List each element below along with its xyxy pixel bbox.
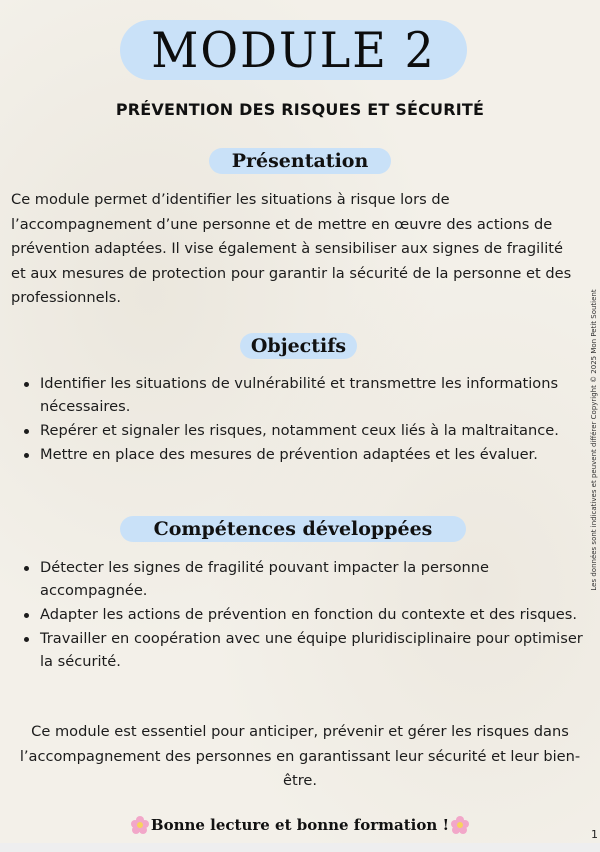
list-item: Travailler en coopération avec une équipe pluridisciplinaire pour optimiser la sécurité. [18,627,583,673]
cherry-blossom-icon [451,816,469,834]
presentation-heading: Présentation [231,149,369,172]
competences-heading-pill [120,516,466,542]
objectifs-list [18,372,583,467]
signoff [0,816,600,834]
list-item: Adapter les actions de prévention en fonction du contexte et des risques. [18,603,583,626]
objectifs-heading-pill [240,333,357,359]
copyright-notice: Les données sont indicatives et peuvent différer Copyright © 2025 Mon Petit Soutient [590,289,598,591]
competences-list [18,556,583,674]
closing-text: Ce module est essentiel pour anticiper, prévenir et gérer les risques dans l’accompagnement des personnes en garantissant leur sécurité et leur bien-être. [19,723,581,789]
presentation-text: Ce module permet d’identifier les situations à risque lors de l’accompagnement d’une personne et de mettre en œuvre des actions de prévention adaptées. Il vise également à sensibiliser aux signes de fragilité et aux mesures de protection pour garantir la sécurité de la personne et des professionnels. [11,191,572,306]
objectifs-heading: Objectifs [250,334,347,357]
module-subtitle: PRÉVENTION DES RISQUES ET SÉCURITÉ [115,100,485,119]
list-item: Repérer et signaler les risques, notamment ceux liés à la maltraitance. [18,419,583,442]
cherry-blossom-icon [131,816,149,834]
list-item: Identifier les situations de vulnérabilité et transmettre les informations nécessaires. [18,372,583,418]
signoff-text: Bonne lecture et bonne formation ! [150,816,450,834]
module-title: MODULE 2 [151,21,436,79]
module-title-pill [120,20,467,80]
list-item: Détecter les signes de fragilité pouvant impacter la personne accompagnée. [18,556,583,602]
competences-heading: Compétences développées [153,517,433,540]
page-number: 1 [591,828,598,841]
list-item: Mettre en place des mesures de prévention adaptées et les évaluer. [18,443,583,466]
presentation-heading-pill [209,148,391,174]
